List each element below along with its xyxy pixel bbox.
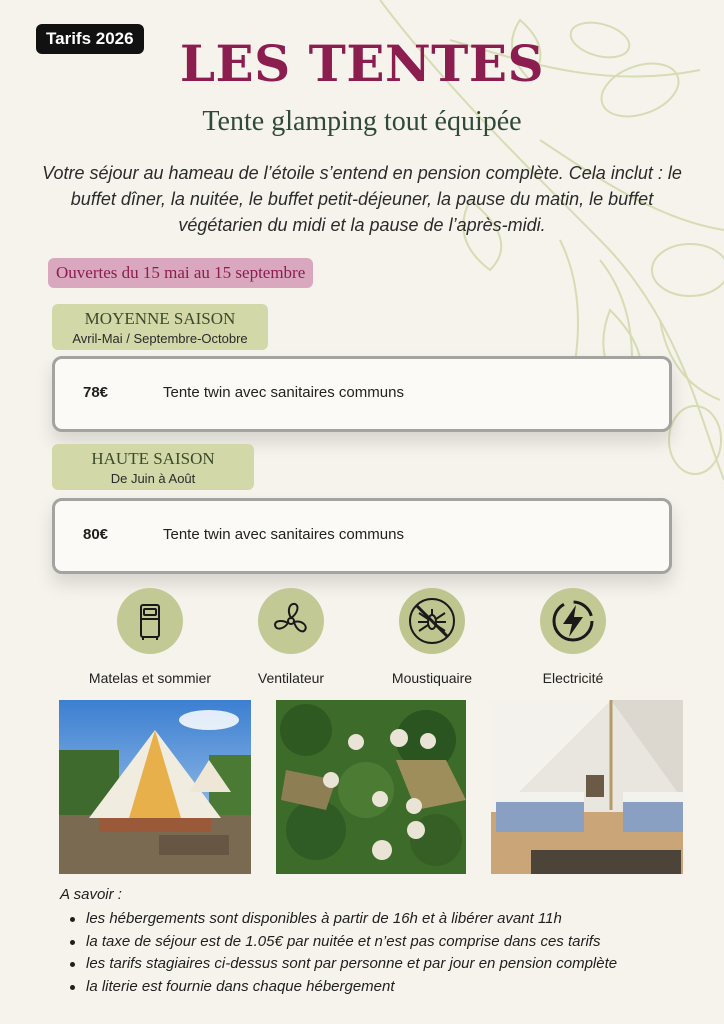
opening-period-badge: Ouvertes du 15 mai au 15 septembre — [48, 258, 313, 288]
price-card-mid-season — [52, 356, 672, 432]
amenity-mosquito-net — [362, 588, 502, 686]
list-item: les hébergements sont disponibles à partir de 16h et à libérer avant 11h — [86, 908, 617, 931]
season-label-mid — [52, 304, 268, 350]
intro-text: Votre séjour au hameau de l’étoile s’entend en pension complète. Cela inclut : le buffet dîner, la nuitée, le buffet petit-déjeuner, la pause du matin, le buffet végétarien du midi et la pause de l’après-midi. — [42, 163, 682, 235]
photo-tent-interior — [491, 700, 683, 874]
price-value: 78€ — [83, 384, 109, 401]
price-value: 80€ — [83, 526, 109, 543]
year-badge: Tarifs 2026 — [36, 24, 144, 54]
amenity-label: Ventilateur — [257, 670, 325, 686]
page-subtitle: Tente glamping tout équipée — [202, 106, 522, 137]
photo-aerial-view — [276, 700, 466, 874]
mosquito-net-icon — [406, 595, 458, 647]
info-list — [86, 908, 617, 998]
amenity-fan — [221, 588, 361, 686]
bed-icon — [130, 601, 170, 641]
photo-tent-exterior — [59, 700, 251, 874]
list-item: les tarifs stagiaires ci-dessus sont par personne et par jour en pension complète — [86, 953, 617, 976]
amenity-electricity — [503, 588, 643, 686]
info-title: A savoir : — [60, 886, 122, 903]
fan-icon — [269, 599, 313, 643]
season-range: Avril-Mai / Septembre-Octobre — [72, 331, 248, 346]
list-item: la taxe de séjour est de 1.05€ par nuitée et n’est pas comprise dans ces tarifs — [86, 931, 617, 954]
page-title: LES TENTES — [179, 34, 545, 93]
price-card-high-season — [52, 498, 672, 574]
amenity-label: Moustiquaire — [391, 670, 473, 686]
lightning-icon — [551, 599, 595, 643]
season-label-high — [52, 444, 254, 490]
list-item: la literie est fournie dans chaque hébergement — [86, 976, 617, 999]
amenity-bed — [80, 588, 220, 686]
season-name: MOYENNE SAISON — [84, 309, 236, 328]
season-name: HAUTE SAISON — [91, 449, 215, 468]
price-description: Tente twin avec sanitaires communs — [163, 526, 404, 543]
amenity-label: Matelas et sommier — [88, 670, 212, 686]
price-description: Tente twin avec sanitaires communs — [163, 384, 404, 401]
season-range: De Juin à Août — [110, 471, 196, 486]
amenity-label: Electricité — [542, 670, 604, 686]
